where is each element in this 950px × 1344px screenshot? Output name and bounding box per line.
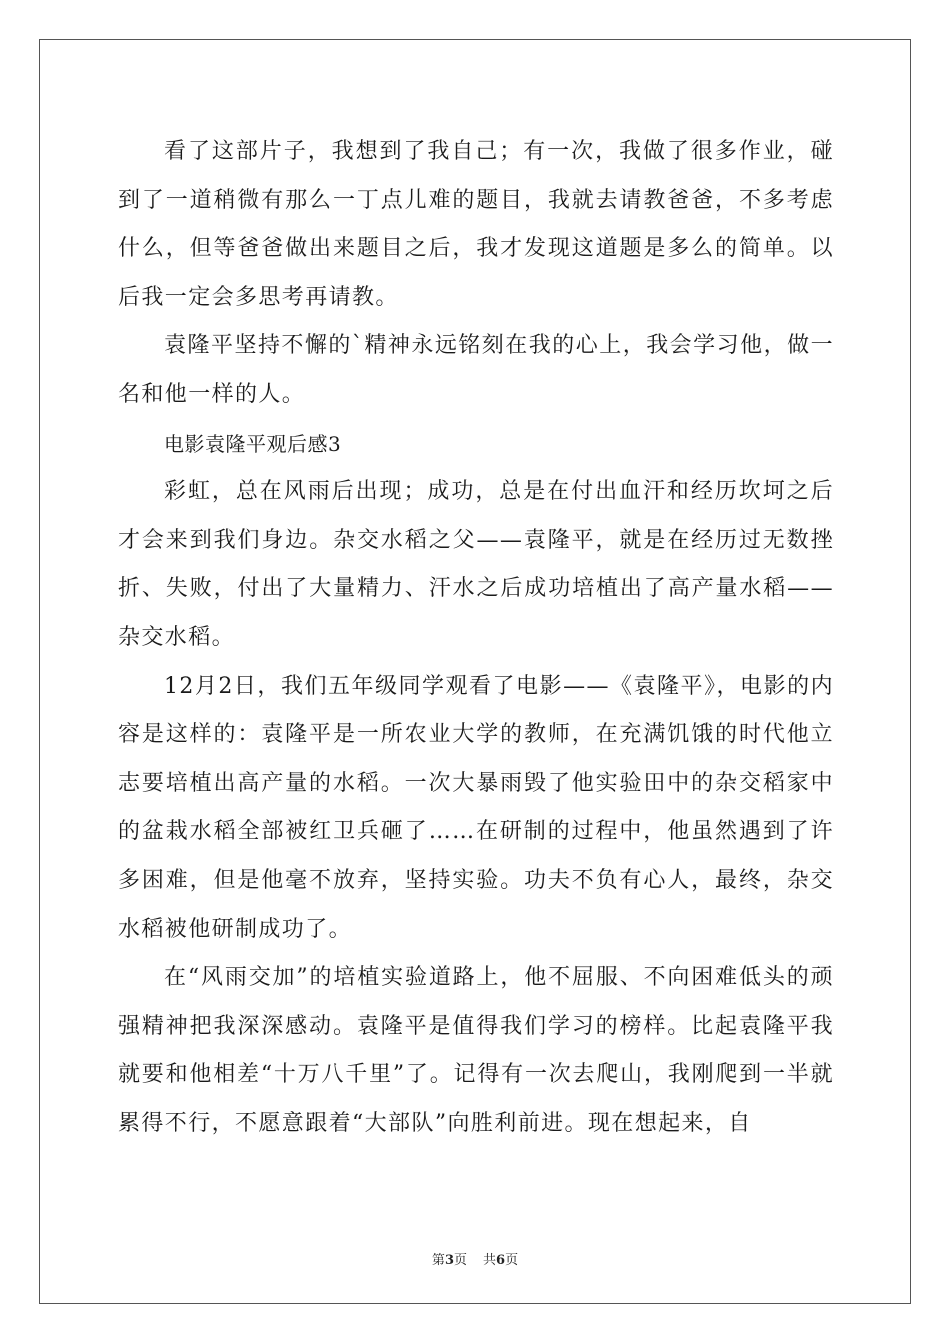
paragraph-film-summary: 12月2日，我们五年级同学观看了电影——《袁隆平》，电影的内容是这样的：袁隆平是一所农业大学的教师，在充满饥饿的时代他立志要培植出高产量的水稻。一次大暴雨毁了他实验田中的杂交稻家中的盆栽水稻全部被红卫兵砸了……在研制的过程中，他虽然遇到了许多困难，但是他毫不放弃，坚持实验。功夫不负有心人，最终，杂交水稻被他研制成功了。 — [118, 673, 834, 942]
total-unit: 页 — [505, 1253, 519, 1268]
paragraph-rainbow: 彩虹，总在风雨后出现；成功，总是在付出血汗和经历坎坷之后才会来到我们身边。杂交水稻之父——袁隆平，就是在经历过无数挫折、失败，付出了大量精力、汗水之后成功培植出了高产量水稻——杂交水稻。 — [118, 479, 834, 650]
document-body — [118, 128, 834, 1148]
page-unit: 页 — [453, 1253, 467, 1268]
paragraph-resolution: 袁隆平坚持不懈的`精神永远铭刻在我的心上，我会学习他，做一名和他一样的人。 — [118, 333, 834, 407]
page-total: 6 — [496, 1253, 506, 1268]
page-prefix: 第 — [431, 1253, 445, 1268]
page-footer — [0, 1249, 950, 1268]
page-number: 3 — [444, 1253, 454, 1268]
section-heading: 电影袁隆平观后感3 — [164, 431, 342, 456]
paragraph-inspiration: 在“风雨交加”的培植实验道路上，他不屈服、不向困难低头的顽强精神把我深深感动。袁隆平是值得我们学习的榜样。比起袁隆平我就要和他相差“十万八千里”了。记得有一次去爬山，我刚爬到一半就累得不行，不愿意跟着“大部队”向胜利前进。现在想起来，自 — [118, 965, 834, 1136]
paragraph-reflection: 看了这部片子，我想到了我自己；有一次，我做了很多作业，碰到了一道稍微有那么一丁点儿难的题目，我就去请教爸爸，不多考虑什么，但等爸爸做出来题目之后，我才发现这道题是多么的简单。以后我一定会多思考再请教。 — [118, 139, 834, 310]
total-prefix: 共 — [483, 1253, 497, 1268]
